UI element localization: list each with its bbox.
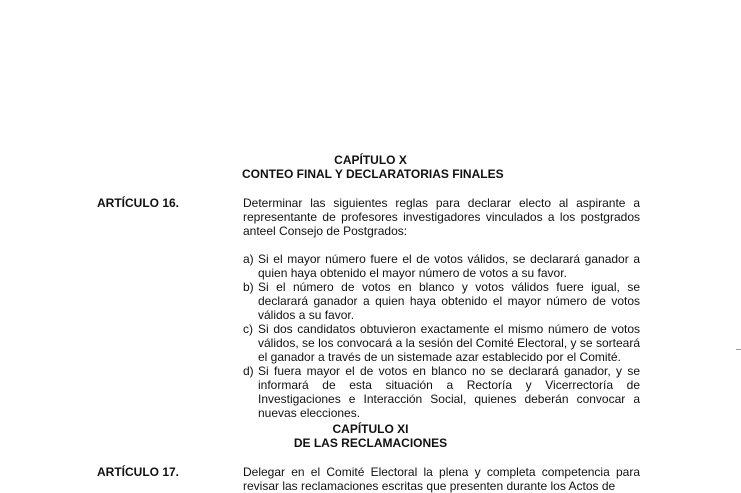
chapter-x-title: CONTEO FINAL Y DECLARATORIAS FINALES — [242, 167, 504, 181]
chapter-x-number: CAPÍTULO X — [334, 153, 407, 167]
article-17-text: Delegar en el Comité Electoral la plena y completa competencia para revisar las reclamaciones escritas que presenten durante los Actos de — [243, 465, 640, 493]
article-16-intro: Determinar las siguientes reglas para declarar electo al aspirante a representante de profesores investigadores vinculados a los postgrados anteel Consejo de Postgrados: — [243, 196, 640, 238]
list-marker: b) — [243, 280, 254, 294]
chapter-xi-number: CAPÍTULO XI — [332, 422, 409, 436]
list-item-text: Si el mayor número fuere el de votos válidos, se declarará ganador a quien haya obtenido el mayor número de votos a su favor. — [258, 252, 640, 280]
list-marker: a) — [243, 252, 254, 266]
list-marker: d) — [243, 364, 254, 378]
list-item — [243, 252, 640, 280]
list-item-text: Si fuera mayor el de votos en blanco no se declarará ganador, y se informará de esta situación a Rectoría y Vicerrectoría de Investigaciones e Interacción Social, quienes deberán convocar a nuevas elecciones. — [258, 364, 640, 420]
article-16-label: ARTÍCULO 16. — [97, 196, 180, 210]
list-marker: c) — [243, 322, 253, 336]
list-item — [243, 364, 640, 420]
list-item-text: Si el número de votos en blanco y votos válidos fuere igual, se declarará ganador a quien haya obtenido el mayor número de votos válidos a su favor. — [258, 280, 640, 322]
page-edge-mark — [736, 349, 741, 350]
list-item — [243, 322, 640, 364]
list-item — [243, 280, 640, 322]
list-item-text: Si dos candidatos obtuvieron exactamente el mismo número de votos válidos, se los convocará a la sesión del Comité Electoral, y se sorteará el ganador a través de un sistemade azar establecido por el Comité. — [258, 322, 640, 364]
article-16-rules-list — [243, 252, 640, 420]
chapter-xi-title: DE LAS RECLAMACIONES — [293, 436, 448, 450]
article-17-label: ARTÍCULO 17. — [97, 465, 180, 479]
